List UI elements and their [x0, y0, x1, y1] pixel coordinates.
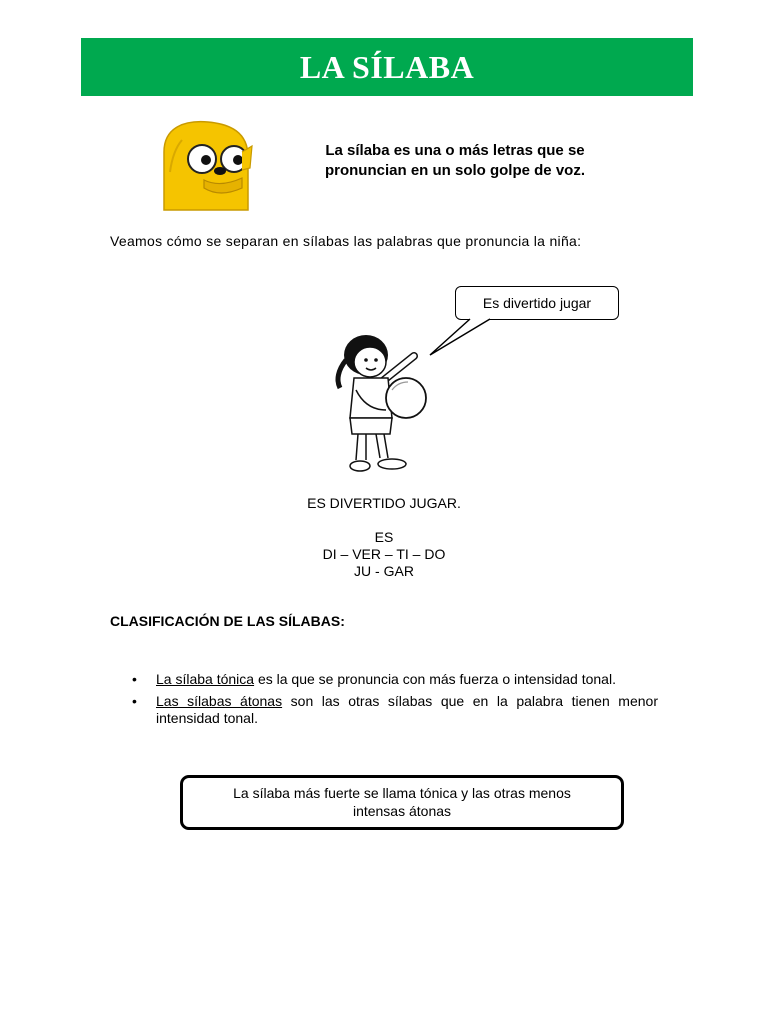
girl-with-ball-illustration [326, 330, 446, 480]
list-item [110, 667, 658, 691]
term-tonica: La sílaba tónica [156, 671, 255, 687]
definition-text: La sílaba es una o más letras que se pronuncian en un solo golpe de voz. [324, 142, 585, 179]
syllable-line: DI – VER – TI – DO [322, 546, 446, 562]
term-definition: es la que se pronuncia con más fuerza o intensidad tonal. [254, 671, 616, 687]
syllable-line: ES [374, 529, 394, 545]
classification-list [110, 667, 658, 727]
list-item [110, 693, 658, 727]
summary-note-box [180, 775, 624, 830]
intro-text: Veamos cómo se separan en sílabas las palabras que pronuncia la niña: [110, 233, 582, 249]
bullet-icon: • [132, 693, 137, 709]
example-sentence: ES DIVERTIDO JUGAR. [307, 495, 461, 511]
bullet-icon: • [132, 671, 137, 687]
term-atonas: Las sílabas átonas [156, 693, 283, 709]
syllable-line: JU - GAR [354, 563, 414, 579]
term-definition: son las otras sílabas que en la palabra tienen menor intensidad tonal. [156, 693, 658, 726]
page-title: LA SÍLABA [299, 48, 475, 85]
title-banner [81, 38, 693, 96]
yellow-dog-mascot-icon [130, 112, 280, 212]
speech-bubble-text: Es divertido jugar [482, 295, 592, 311]
syllable-example [230, 495, 538, 580]
summary-note-text: La sílaba más fuerte se llama tónica y las otras menos intensas átonas [233, 785, 571, 819]
classification-heading: CLASIFICACIÓN DE LAS SÍLABAS: [110, 613, 345, 629]
